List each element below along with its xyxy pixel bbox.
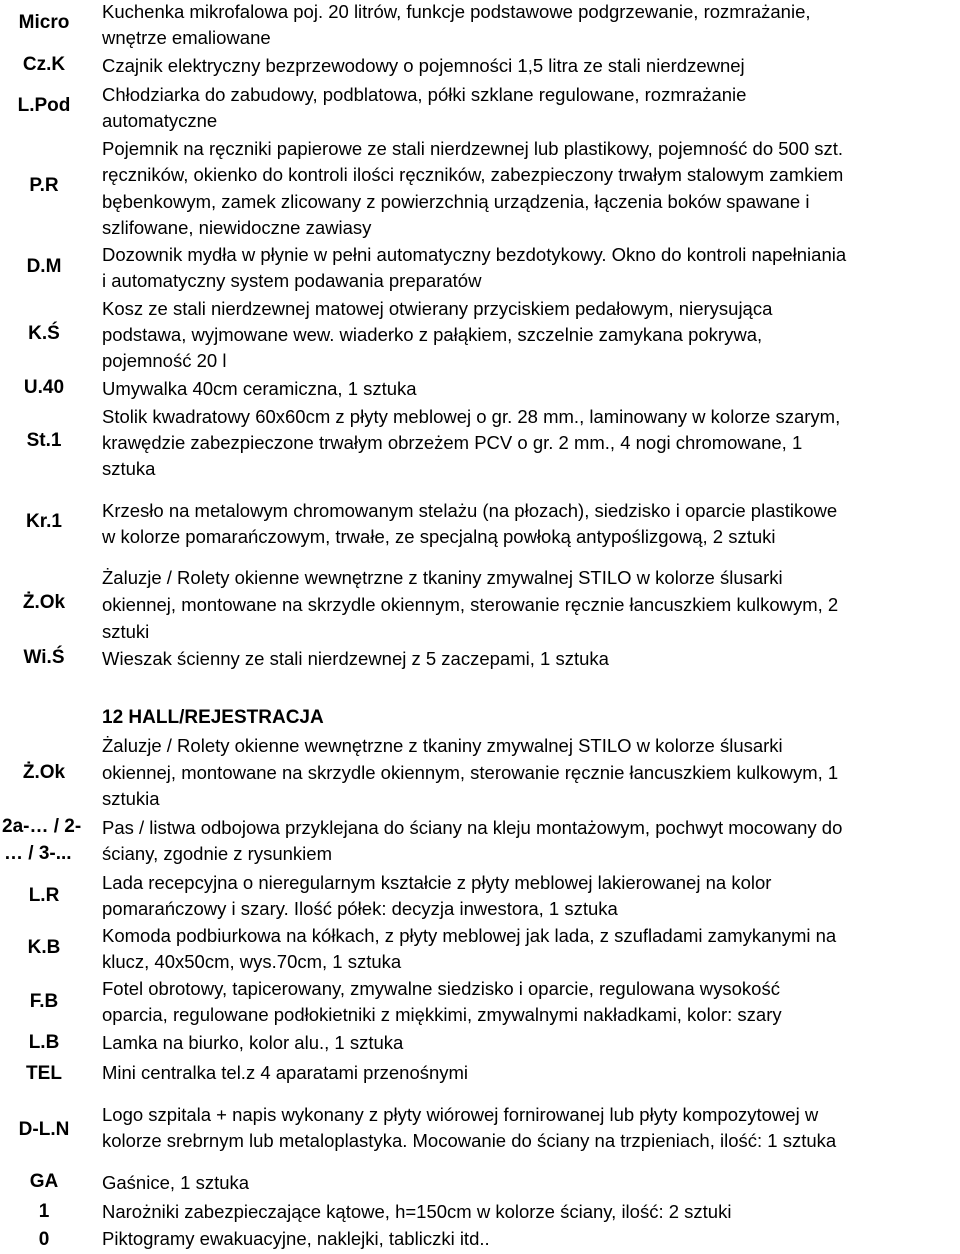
description-line: szlifowane, niewidoczne zawiasy xyxy=(102,217,372,238)
item-code: 2a-… / 2- xyxy=(2,816,82,837)
item-code: GA xyxy=(29,1171,59,1192)
description-line: Żaluzje / Rolety okienne wewnętrzne z tkaniny zmywalnej STILO w kolorze ślusarki xyxy=(102,735,783,756)
description-line: Fotel obrotowy, tapicerowany, zmywalne siedzisko i oparcie, regulowana wysokość xyxy=(102,978,780,999)
description-line: Logo szpitala + napis wykonany z płyty wiórowej fornirowanej lub płyty kompozytowej w xyxy=(102,1104,819,1125)
item-code: P.R xyxy=(29,175,59,196)
item-code: TEL xyxy=(26,1063,62,1084)
item-code: 1 xyxy=(38,1201,50,1222)
description-line: bębenkowym, zamek zlicowany z powierzchnią urządzenia, łączenia boków spawane i xyxy=(102,191,810,212)
description-line: Wieszak ścienny ze stali nierdzewnej z 5 zaczepami, 1 sztuka xyxy=(102,648,609,669)
item-code: U.40 xyxy=(23,377,65,398)
item-code: K.Ś xyxy=(28,323,60,344)
description-line: ręczników, okienko do kontroli ilości ręczników, zabezpieczony trwałym stalowym zamkiem xyxy=(102,164,844,185)
item-code: Wi.Ś xyxy=(23,647,65,668)
item-code: K.B xyxy=(27,937,61,958)
description-line: krawędzie zabezpieczone trwałym obrzeżem PCV o gr. 2 mm., 4 nogi chromowane, 1 xyxy=(102,432,803,453)
item-code: Kr.1 xyxy=(26,511,62,532)
description-line: Piktogramy ewakuacyjne, naklejki, tabliczki itd.. xyxy=(102,1228,490,1249)
description-line: automatyczne xyxy=(102,110,218,131)
description-line: Żaluzje / Rolety okienne wewnętrzne z tkaniny zmywalnej STILO w kolorze ślusarki xyxy=(102,567,783,588)
item-code: D.M xyxy=(26,256,62,277)
description-line: Mini centralka tel.z 4 aparatami przenośnymi xyxy=(102,1062,469,1083)
description-line: pomarańczowy i szary. Ilość półek: decyzja inwestora, 1 sztuka xyxy=(102,898,618,919)
description-line: klucz, 40x50cm, wys.70cm, 1 sztuka xyxy=(102,951,402,972)
description-line: sztuka xyxy=(102,458,156,479)
item-code: L.B xyxy=(28,1032,60,1053)
item-code: 0 xyxy=(38,1229,50,1250)
description-line: Pas / listwa odbojowa przyklejana do ściany na kleju montażowym, pochwyt mocowany do xyxy=(102,817,843,838)
item-code: L.Pod xyxy=(17,95,71,116)
description-line: i automatyczny system podawania preparatów xyxy=(102,270,482,291)
description-line: Komoda podbiurkowa na kółkach, z płyty meblowej jak lada, z szufladami zamykanymi na xyxy=(102,925,837,946)
section-heading: 12 HALL/REJESTRACJA xyxy=(102,707,324,728)
description-line: Lamka na biurko, kolor alu., 1 sztuka xyxy=(102,1032,404,1053)
item-code: Cz.K xyxy=(22,54,66,75)
description-line: Stolik kwadratowy 60x60cm z płyty meblowej o gr. 28 mm., laminowany w kolorze szarym, xyxy=(102,406,841,427)
description-line: Dozownik mydła w płynie w pełni automatyczny bezdotykowy. Okno do kontroli napełniania xyxy=(102,244,847,265)
description-line: sztuki xyxy=(102,621,150,642)
item-code: Ż.Ok xyxy=(22,762,66,783)
description-line: Czajnik elektryczny bezprzewodowy o pojemności 1,5 litra ze stali nierdzewnej xyxy=(102,55,745,76)
item-code: F.B xyxy=(29,991,59,1012)
description-line: ściany, zgodnie z rysunkiem xyxy=(102,843,332,864)
description-line: kolorze srebrnym lub metaloplastyka. Mocowanie do ściany na trzpieniach, ilość: 1 sztuka xyxy=(102,1130,837,1151)
description-line: Narożniki zabezpieczające kątowe, h=150cm w kolorze ściany, ilość: 2 sztuki xyxy=(102,1201,732,1222)
description-line: sztukia xyxy=(102,788,160,809)
description-line: okiennej, montowane na skrzydle okiennym, sterowanie ręcznie łancuszkiem kulkowym, 2 xyxy=(102,594,839,615)
item-code: St.1 xyxy=(26,430,62,451)
description-line: Pojemnik na ręczniki papierowe ze stali nierdzewnej lub plastikowy, pojemność do 500 szt. xyxy=(102,138,844,159)
description-line: w kolorze pomarańczowym, trwałe, ze specjalną powłoką antypoślizgową, 2 sztuki xyxy=(102,526,776,547)
description-line: okiennej, montowane na skrzydle okiennym, sterowanie ręcznie łancuszkiem kulkowym, 1 xyxy=(102,762,839,783)
item-code: L.R xyxy=(28,885,60,906)
description-line: Krzesło na metalowym chromowanym stelażu (na płozach), siedzisko i oparcie plastikowe xyxy=(102,500,838,521)
item-code: … / 3-... xyxy=(4,843,72,864)
description-line: Kosz ze stali nierdzewnej matowej otwierany przyciskiem pedałowym, nierysująca xyxy=(102,298,773,319)
description-line: Lada recepcyjna o nieregularnym kształcie z płyty meblowej lakierowanej na kolor xyxy=(102,872,772,893)
description-line: podstawa, wyjmowane wew. wiaderko z pałąkiem, szczelnie zamykana pokrywa, xyxy=(102,324,763,345)
description-line: Chłodziarka do zabudowy, podblatowa, półki szklane regulowane, rozmrażanie xyxy=(102,84,747,105)
description-line: Umywalka 40cm ceramiczna, 1 sztuka xyxy=(102,378,417,399)
description-line: oparcia, regulowane podłokietniki z miękkimi, zmywalnymi nakładkami, kolor: szary xyxy=(102,1004,782,1025)
description-line: pojemność 20 l xyxy=(102,350,227,371)
description-line: wnętrze emaliowane xyxy=(102,27,271,48)
item-code: D-L.N xyxy=(18,1119,70,1140)
item-code: Ż.Ok xyxy=(22,592,66,613)
description-line: Gaśnice, 1 sztuka xyxy=(102,1172,250,1193)
item-code: Micro xyxy=(18,12,70,33)
description-line: Kuchenka mikrofalowa poj. 20 litrów, funkcje podstawowe podgrzewanie, rozmrażanie, xyxy=(102,1,811,22)
